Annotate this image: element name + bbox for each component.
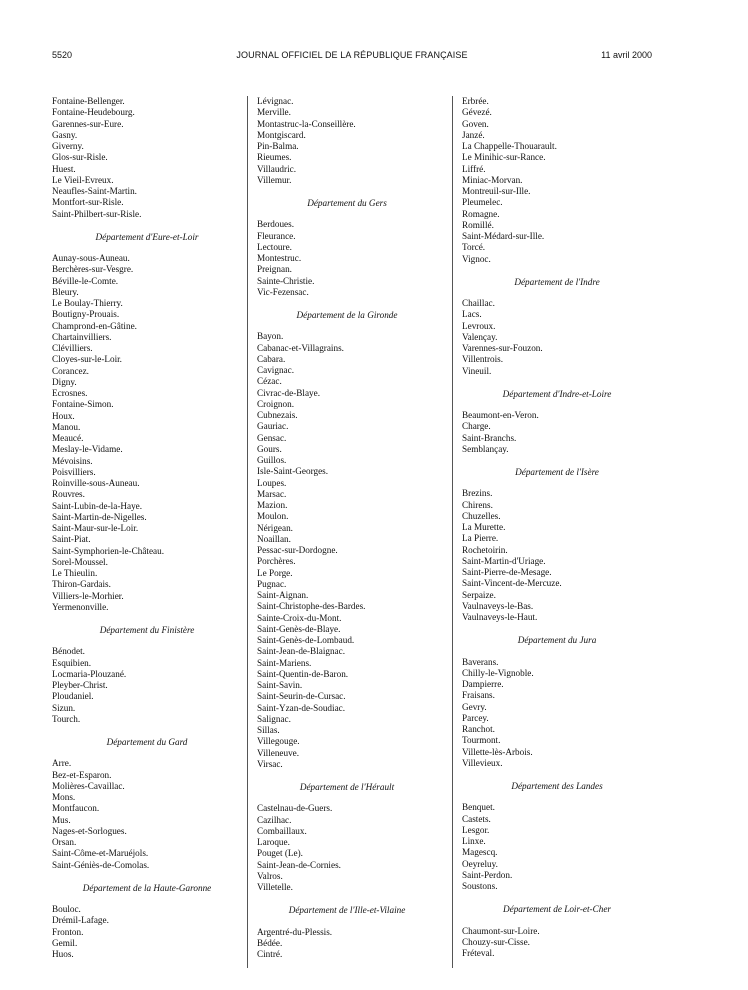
commune-entry: Sainte-Christie. [257, 275, 315, 286]
commune-entry: Saint-Pierre-de-Mesage. [462, 567, 552, 577]
commune-entry: Le Porge. [257, 567, 293, 578]
commune-entry: Bleury. [52, 286, 79, 297]
commune-entry: Saint-Perdon. [462, 869, 513, 880]
commune-entry: Saint-Genès-de-Lombaud. [257, 635, 355, 645]
department-heading: Département du Gers [307, 198, 387, 208]
commune-entry: Meaucé. [52, 433, 84, 443]
commune-entry: Benquet. [462, 802, 495, 813]
commune-entry: Villiers-le-Morhier. [52, 590, 124, 601]
commune-entry: Saint-Maur-sur-le-Loir. [52, 523, 139, 533]
department-heading: Département de la Haute-Garonne [82, 882, 212, 893]
commune-entry: Valros. [257, 870, 283, 881]
commune-entry: Preignan. [257, 264, 292, 275]
commune-entry: Montgiscard. [257, 129, 306, 140]
commune-entry: Argentré-du-Plessis. [257, 926, 333, 937]
commune-entry: Civrac-de-Blaye. [257, 387, 321, 398]
commune-entry: Beaumont-en-Veron. [462, 410, 539, 420]
commune-entry: Chaillac. [462, 298, 495, 308]
commune-entry: Soustons. [462, 881, 498, 891]
commune-entry: Saint-Quentin-de-Baron. [257, 668, 349, 679]
commune-entry: Dampierre. [462, 679, 504, 689]
commune-entry: Manou. [52, 421, 81, 432]
commune-entry: Montreuil-sur-Ille. [462, 186, 531, 196]
commune-entry: Goven. [462, 118, 489, 129]
commune-entry: Loupes. [257, 477, 287, 488]
department-heading: Département de l'Indre [514, 276, 600, 287]
commune-entry: Saint-Symphorien-le-Château. [52, 545, 165, 556]
commune-entry: Guillos. [257, 455, 287, 465]
commune-entry: Saint-Philbert-sur-Risle. [52, 208, 142, 219]
commune-entry: Liffré. [462, 163, 486, 174]
commune-entry: Saint-Aignan. [257, 590, 309, 600]
commune-entry: Boutigny-Prouais. [52, 309, 120, 320]
commune-entry: Houx. [52, 410, 75, 421]
commune-entry: Bénodet. [52, 646, 85, 657]
commune-entry: Ecrosnes. [52, 388, 88, 398]
commune-entry: Huest. [52, 163, 76, 174]
commune-entry: Janzé. [462, 129, 485, 140]
department-heading: Département de l'Ille-et-Vilaine [288, 905, 406, 916]
commune-entry: Chilly-le-Vignoble. [462, 667, 534, 678]
commune-entry: Clévilliers. [52, 343, 93, 353]
commune-entry: Parcey. [462, 712, 489, 723]
commune-entry: Digny. [52, 376, 77, 387]
department-heading: Département des Landes [511, 781, 603, 791]
commune-entry: Isle-Saint-Georges. [257, 466, 329, 477]
commune-entry: Gauriac. [257, 421, 289, 432]
department-heading: Département de l'Hérault [299, 782, 395, 792]
commune-entry: Mévoisins. [52, 455, 93, 466]
commune-entry: Mons. [52, 792, 76, 802]
commune-entry: Cézac. [257, 376, 282, 387]
issue-date: 11 avril 2000 [601, 50, 652, 60]
commune-entry: Villegouge. [257, 736, 300, 747]
commune-entry: Chartainvilliers. [52, 331, 112, 342]
commune-entry: Corancez. [52, 365, 89, 376]
commune-entry: Thiron-Gardais. [52, 579, 111, 590]
commune-entry: Marsac. [257, 488, 287, 499]
commune-entry: Romagne. [462, 208, 500, 219]
commune-entry: Saint-Christophe-des-Bardes. [257, 601, 366, 612]
commune-entry: Chirens. [462, 499, 493, 510]
commune-entry: La Pierre. [462, 533, 499, 544]
commune-entry: Ploudaniel. [52, 691, 94, 702]
department-heading: Département d'Indre-et-Loire [502, 388, 612, 399]
commune-entry: Gemil. [52, 937, 78, 948]
department-heading: Département de Loir-et-Cher [502, 904, 611, 915]
commune-entry: Bédée. [257, 937, 283, 948]
commune-entry: Montfort-sur-Risle. [52, 197, 124, 208]
commune-entry: Gevry. [462, 701, 487, 712]
commune-entry: Sainte-Croix-du-Mont. [257, 612, 342, 623]
commune-entry: Le Vieil-Evreux. [52, 174, 114, 185]
commune-entry: Combaillaux. [257, 825, 307, 836]
commune-entry: Croignon. [257, 398, 295, 409]
commune-entry: Saint-Côme-et-Maruéjols. [52, 848, 149, 859]
commune-entry: Esquibien. [52, 657, 92, 668]
commune-entry: Meslay-le-Vidame. [52, 444, 123, 455]
commune-entry: Saint-Branchs. [462, 432, 517, 443]
commune-entry: Saint-Genès-de-Blaye. [257, 623, 341, 634]
commune-entry: Chouzy-sur-Cisse. [462, 936, 530, 947]
commune-entry: Bayon. [257, 331, 284, 342]
commune-entry: Vaulnaveys-le-Bas. [462, 600, 534, 611]
commune-entry: Nérigean. [257, 522, 293, 533]
commune-entry: Le Minihic-sur-Rance. [462, 152, 546, 163]
commune-entry: Vaulnaveys-le-Haut. [462, 612, 538, 622]
commune-entry: Rieumes. [257, 152, 292, 163]
commune-entry: Saint-Lubin-de-la-Haye. [52, 500, 143, 511]
commune-entry: Cubnezais. [257, 410, 298, 420]
commune-entry: Molières-Cavaillac. [52, 780, 125, 791]
commune-entry: Gévezé. [462, 107, 492, 118]
commune-entry: Mazion. [257, 500, 288, 510]
commune-entry: Drémil-Lafage. [52, 915, 109, 926]
commune-entry: Semblançay. [462, 443, 509, 454]
commune-entry: Saint-Jean-de-Cornies. [257, 859, 341, 870]
text-column-2 [257, 96, 437, 960]
journal-title: JOURNAL OFFICIEL DE LA RÉPUBLIQUE FRANÇAISE [236, 50, 468, 60]
commune-entry: Oeyreluy. [462, 858, 498, 869]
commune-entry: Villetelle. [257, 882, 293, 892]
commune-entry: Cloyes-sur-le-Loir. [52, 354, 122, 365]
commune-entry: Tourmont. [462, 735, 501, 746]
commune-entry: Varennes-sur-Fouzon. [462, 343, 543, 353]
commune-entry: Villemur. [257, 174, 292, 185]
commune-entry: Chaumont-sur-Loire. [462, 925, 540, 936]
commune-entry: Pleyber-Christ. [52, 680, 108, 690]
commune-entry: Fronton. [52, 926, 84, 937]
department-heading: Département de la Gironde [296, 310, 398, 320]
commune-entry: Glos-sur-Risle. [52, 152, 108, 163]
commune-entry: Fleurance. [257, 230, 296, 241]
commune-entry: Berdoues. [257, 219, 294, 230]
commune-entry: Fréteval. [462, 948, 495, 958]
commune-entry: Cazilhac. [257, 814, 292, 825]
commune-entry: Noaillan. [257, 533, 291, 544]
commune-entry: Fraisans. [462, 690, 495, 701]
text-column-1 [52, 96, 242, 960]
commune-entry: Vineuil. [462, 365, 492, 376]
commune-entry: Berchères-sur-Vesgre. [52, 264, 134, 275]
commune-entry: Cintré. [257, 949, 283, 959]
department-heading: Département d'Eure-et-Loir [95, 231, 199, 242]
commune-entry: Gasny. [52, 129, 78, 140]
commune-entry: Pugnac. [257, 578, 287, 589]
commune-entry: Vignoc. [462, 253, 491, 264]
commune-entry: Villette-lès-Arbois. [462, 746, 533, 757]
commune-entry: Pouget (Le). [257, 848, 303, 859]
commune-entry: Castelnau-de-Guers. [257, 803, 333, 814]
commune-entry: Miniac-Morvan. [462, 174, 523, 185]
commune-entry: Fontaine-Bellenger. [52, 96, 125, 106]
commune-entry: Saint-Jean-de-Blaignac. [257, 646, 346, 657]
commune-entry: Gensac. [257, 432, 287, 443]
commune-entry: Le Thieulin. [52, 568, 98, 578]
commune-entry: Saint-Géniès-de-Comolas. [52, 859, 150, 870]
commune-entry: Nages-et-Sorlogues. [52, 825, 127, 836]
commune-entry: Mus. [52, 814, 71, 825]
commune-entry: Villaudric. [257, 163, 296, 174]
commune-entry: Yermenonville. [52, 601, 109, 612]
text-column-3 [462, 96, 652, 959]
commune-entry: Huos. [52, 949, 74, 959]
commune-entry: Castets. [462, 813, 491, 824]
commune-entry: Orsan. [52, 837, 77, 847]
commune-entry: Tourch. [52, 713, 81, 724]
commune-entry: Saint-Martin-de-Nigelles. [52, 511, 147, 522]
commune-entry: Montestruc. [257, 253, 302, 263]
commune-entry: Béville-le-Comte. [52, 275, 119, 286]
commune-entry: Bouloc. [52, 904, 81, 914]
commune-entry: Baverans. [462, 656, 499, 667]
commune-entry: Ranchot. [462, 724, 495, 734]
commune-entry: Magescq. [462, 847, 498, 858]
page-number: 5520 [52, 50, 73, 60]
commune-entry: Neaufles-Saint-Martin. [52, 186, 137, 196]
commune-entry: Saint-Yzan-de-Soudiac. [257, 702, 346, 713]
commune-entry: Lectoure. [257, 241, 292, 252]
commune-entry: Cabara. [257, 353, 286, 364]
commune-entry: Saint-Piat. [52, 534, 91, 545]
commune-entry: Saint-Mariens. [257, 657, 312, 668]
commune-entry: Lesgor. [462, 824, 490, 835]
commune-entry: Lévignac. [257, 96, 294, 106]
commune-entry: Rouvres. [52, 489, 85, 500]
commune-entry: Bez-et-Esparon. [52, 769, 112, 780]
commune-entry: Porchères. [257, 556, 296, 567]
commune-entry: Aunay-sous-Auneau. [52, 253, 130, 263]
commune-entry: Champrond-en-Gâtine. [52, 320, 137, 331]
commune-entry: Linxe. [462, 836, 486, 846]
commune-entry: Montastruc-la-Conseillère. [257, 118, 356, 129]
commune-entry: Le Boulay-Thierry. [52, 298, 123, 308]
commune-entry: Poisvilliers. [52, 466, 96, 477]
commune-entry: Torcé. [462, 242, 486, 253]
commune-entry: Fontaine-Simon. [52, 399, 114, 410]
column-divider [247, 96, 248, 968]
commune-entry: Sizun. [52, 702, 76, 713]
commune-entry: Saint-Martin-d'Uriage. [462, 555, 546, 566]
commune-entry: Montfaucon. [52, 803, 100, 814]
commune-entry: Moulon. [257, 511, 289, 522]
commune-entry: Roinville-sous-Auneau. [52, 478, 140, 488]
commune-entry: Vic-Fezensac. [257, 286, 309, 297]
commune-entry: Villeneuve. [257, 747, 300, 758]
commune-entry: Rochetoirin. [462, 544, 508, 555]
commune-entry: Romillé. [462, 219, 494, 230]
page-header [52, 50, 652, 64]
commune-entry: Merville. [257, 107, 291, 118]
commune-entry: Sillas. [257, 725, 280, 735]
commune-entry: Garennes-sur-Eure. [52, 118, 124, 129]
department-heading: Département du Gard [106, 737, 188, 747]
commune-entry: Brezins. [462, 488, 493, 499]
commune-entry: Pin-Balma. [257, 141, 299, 151]
commune-entry: Charge. [462, 421, 491, 432]
commune-entry: Locmaria-Plouzané. [52, 668, 127, 679]
commune-entry: Erbrée. [462, 96, 489, 106]
commune-entry: Villevieux. [462, 757, 503, 768]
commune-entry: Pessac-sur-Dordogne. [257, 545, 338, 555]
commune-entry: Laroque. [257, 837, 290, 847]
commune-entry: Cabanac-et-Villagrains. [257, 342, 344, 353]
department-heading: Département du Finistère [99, 625, 195, 635]
commune-entry: Saint-Vincent-de-Mercuze. [462, 578, 562, 589]
commune-entry: La Murette. [462, 522, 506, 532]
commune-entry: Gours. [257, 443, 282, 454]
commune-entry: Serpaize. [462, 589, 496, 600]
commune-entry: Giverny. [52, 141, 84, 151]
commune-entry: Levroux. [462, 320, 496, 331]
commune-entry: Lacs. [462, 309, 482, 320]
commune-entry: Sorel-Moussel. [52, 556, 108, 567]
department-heading: Département du Jura [517, 635, 597, 646]
commune-entry: Chuzelles. [462, 510, 501, 521]
commune-entry: Fontaine-Heudebourg. [52, 107, 135, 118]
column-divider [452, 96, 453, 968]
commune-entry: Saint-Médard-sur-Ille. [462, 231, 545, 241]
commune-entry: Valençay. [462, 331, 498, 342]
commune-entry: Saint-Savin. [257, 680, 303, 690]
department-heading: Département de l'Isère [515, 467, 599, 477]
commune-entry: La Chappelle-Thouarault. [462, 141, 557, 151]
commune-entry: Villentrois. [462, 354, 504, 365]
commune-entry: Saint-Seurin-de-Cursac. [257, 691, 346, 702]
commune-entry: Virsac. [257, 758, 283, 769]
commune-entry: Pleumelec. [462, 197, 503, 208]
commune-entry: Cavignac. [257, 365, 294, 375]
commune-entry: Salignac. [257, 713, 291, 724]
commune-entry: Arre. [52, 758, 72, 769]
